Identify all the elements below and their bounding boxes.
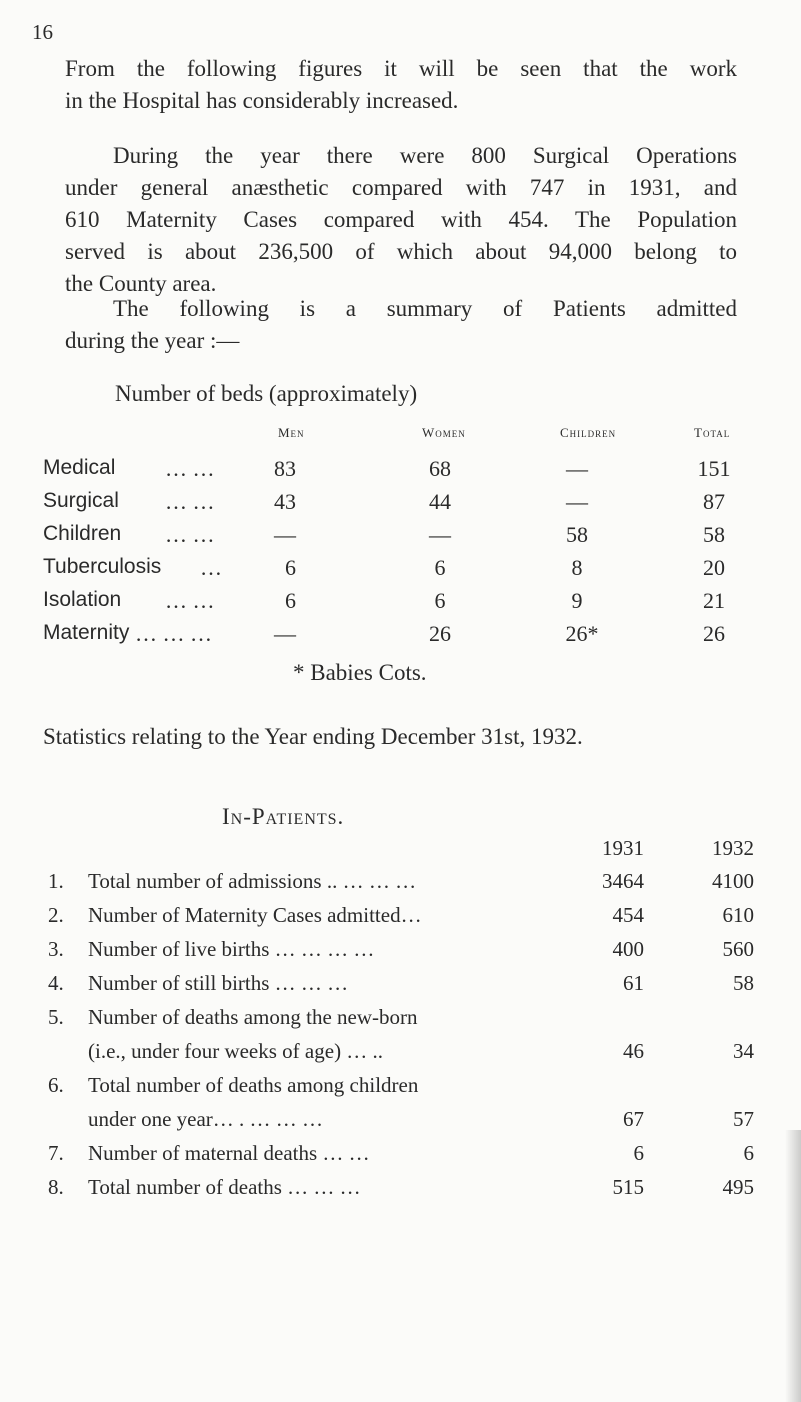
stat-label: Number of still births … … … <box>88 971 349 995</box>
row-dots: … … <box>165 489 215 514</box>
cell-total: 20 <box>703 555 725 580</box>
stat-number: 4. <box>48 971 64 995</box>
stat-1932: 58 <box>733 971 754 995</box>
stat-1931: 6 <box>633 1141 644 1165</box>
cell-women: — <box>429 522 451 547</box>
paragraph-line: From the following figures it will be seen that the work <box>65 56 737 81</box>
cell-women: 68 <box>429 456 451 481</box>
beds-title: Number of beds (approximately) <box>115 381 418 406</box>
stat-1932: 6 <box>743 1141 754 1165</box>
paragraph-line: during the year :— <box>65 328 240 353</box>
stat-label: Number of live births … … … … <box>88 937 375 961</box>
cell-women: 6 <box>434 555 446 580</box>
row-dots: … … <box>165 588 215 613</box>
cell-total: 87 <box>703 489 725 514</box>
row-label: Children <box>43 522 122 545</box>
cell-men: 83 <box>274 456 296 481</box>
cell-men: — <box>274 621 296 646</box>
cell-men: 43 <box>274 489 296 514</box>
row-label: Tuberculosis <box>43 555 162 578</box>
stat-label: Number of maternal deaths … … <box>88 1141 370 1165</box>
stat-1931: 61 <box>623 971 644 995</box>
cell-total: 21 <box>703 588 725 613</box>
cell-women: 26 <box>429 621 451 646</box>
page-number: 16 <box>32 20 53 44</box>
stat-number: 7. <box>48 1141 64 1165</box>
paragraph-line: During the year there were 800 Surgical Operations <box>113 143 737 168</box>
header-children: Children <box>560 425 617 440</box>
beds-footnote: * Babies Cots. <box>293 660 427 685</box>
paragraph-line: under general anæsthetic compared with 747 in 1931, and <box>65 175 737 200</box>
row-dots: … <box>200 555 222 580</box>
cell-total: 26 <box>703 621 725 646</box>
cell-men: 6 <box>285 588 296 613</box>
stat-number: 5. <box>48 1005 64 1029</box>
cell-children: 9 <box>571 588 583 613</box>
stat-number: 2. <box>48 903 64 927</box>
paragraph-line: 610 Maternity Cases compared with 454. The Population <box>65 207 737 232</box>
statistics-heading: Statistics relating to the Year ending December 31st, 1932. <box>43 724 583 749</box>
stat-label: Number of deaths among the new-born <box>88 1005 418 1029</box>
stat-label: Number of Maternity Cases admitted… <box>88 903 422 927</box>
cell-children: — <box>566 489 588 514</box>
header-women: Women <box>422 425 466 440</box>
stat-1932: 57 <box>733 1107 754 1131</box>
stat-label: under one year… . … … … <box>88 1107 324 1131</box>
row-label: Isolation <box>43 588 122 611</box>
cell-total: 58 <box>703 522 725 547</box>
paragraph-line: served is about 236,500 of which about 94,000 belong to <box>65 239 737 264</box>
page-edge-shadow <box>785 1130 801 1402</box>
paragraph-line: the County area. <box>65 271 217 296</box>
stat-number: 6. <box>48 1073 64 1097</box>
cell-men: — <box>274 522 296 547</box>
stat-1931: 67 <box>623 1107 644 1131</box>
cell-women: 6 <box>434 588 446 613</box>
header-men: Men <box>278 425 305 440</box>
paragraph-line: in the Hospital has considerably increased. <box>65 88 459 113</box>
row-label: Maternity <box>43 621 130 644</box>
stat-1932: 4100 <box>712 869 754 893</box>
stat-label: Total number of admissions .. … … … <box>88 869 417 893</box>
header-total: Total <box>694 425 731 440</box>
cell-men: 6 <box>285 555 296 580</box>
cell-total: 151 <box>697 456 731 481</box>
stat-1932: 495 <box>722 1175 754 1199</box>
stat-number: 1. <box>48 869 64 893</box>
row-label: Medical <box>43 456 116 479</box>
row-dots: … … <box>165 456 215 481</box>
stat-label: Total number of deaths … … … <box>88 1175 361 1199</box>
year-1932-header: 1932 <box>712 836 754 860</box>
cell-children: 58 <box>566 522 588 547</box>
stat-number: 3. <box>48 937 64 961</box>
stat-1931: 515 <box>612 1175 644 1199</box>
cell-children: 26* <box>565 621 599 646</box>
cell-children: — <box>566 456 588 481</box>
row-dots: … … <box>165 522 215 547</box>
stat-1931: 400 <box>612 937 644 961</box>
stat-label: (i.e., under four weeks of age) … .. <box>88 1039 384 1063</box>
paragraph-line: The following is a summary of Patients admitted <box>113 296 737 321</box>
cell-children: 8 <box>571 555 583 580</box>
stat-1932: 610 <box>722 903 754 927</box>
cell-women: 44 <box>429 489 451 514</box>
stat-number: 8. <box>48 1175 64 1199</box>
stat-1932: 560 <box>722 937 754 961</box>
year-1931-header: 1931 <box>602 836 644 860</box>
stat-1931: 454 <box>612 903 644 927</box>
in-patients-heading: In-Patients. <box>222 804 345 829</box>
stat-1931: 3464 <box>602 869 644 893</box>
row-label: Surgical <box>43 489 119 512</box>
stat-1932: 34 <box>733 1039 754 1063</box>
stat-1931: 46 <box>623 1039 644 1063</box>
row-dots: … … … <box>135 621 212 646</box>
stat-label: Total number of deaths among children <box>88 1073 419 1097</box>
